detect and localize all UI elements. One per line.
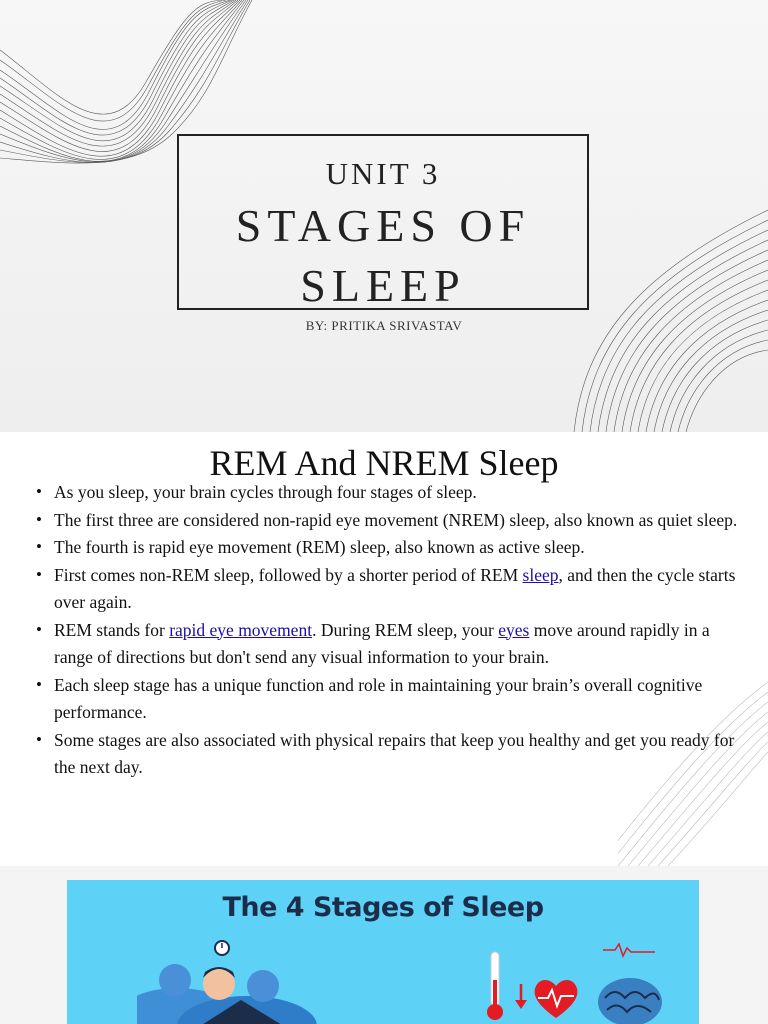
bullet-list — [36, 479, 752, 782]
bullet-item: • REM stands for rapid eye movement. During REM sleep, your eyes move around rapidly in a range of directions but don't send any visual information to your brain. — [36, 617, 752, 672]
bullet-item: • The first three are considered non-rapid eye movement (NREM) sleep, also known as quiet sleep. — [36, 507, 752, 535]
title-slide — [0, 0, 768, 432]
arrow-down-icon — [514, 982, 528, 1010]
sleep-stages-infographic — [67, 880, 699, 1024]
bullet-item: • The fourth is rapid eye movement (REM) sleep, also known as active sleep. — [36, 534, 752, 562]
title-line-2: SLEEP — [300, 260, 466, 311]
sleep-link[interactable]: sleep — [522, 564, 559, 585]
eyes-link[interactable]: eyes — [498, 619, 530, 640]
title-frame — [177, 134, 589, 310]
content-slide — [0, 432, 768, 866]
brain-icon — [595, 942, 665, 1024]
infographic-title: The 4 Stages of Sleep — [222, 892, 544, 923]
bullet-item: • Each sleep stage has a unique function and role in maintaining your brain’s overall cognitive performance. — [36, 672, 752, 727]
bullet-item: • First comes non-REM sleep, followed by a shorter period of REM sleep, and then the cycle starts over again. — [36, 562, 752, 617]
rapid-eye-movement-link[interactable]: rapid eye movement — [169, 619, 313, 640]
arc-line-decoration — [568, 180, 768, 432]
section-heading: REM And NREM Sleep — [209, 443, 559, 483]
unit-label: UNIT 3 — [325, 156, 441, 191]
clock-icon — [212, 938, 232, 958]
author-byline: BY: PRITIKA SRIVASTAV — [305, 318, 463, 333]
infographic-slide — [0, 866, 768, 1024]
slide-title — [179, 196, 587, 316]
bullet-item: • As you sleep, your brain cycles through four stages of sleep. — [36, 479, 752, 507]
heart-icon — [532, 976, 580, 1020]
sleeping-people-illustration — [137, 938, 357, 1024]
bullet-item: • Some stages are also associated with physical repairs that keep you healthy and get you ready for the next day. — [36, 727, 752, 782]
title-line-1: STAGES OF — [235, 200, 531, 251]
thermometer-icon — [483, 950, 507, 1024]
